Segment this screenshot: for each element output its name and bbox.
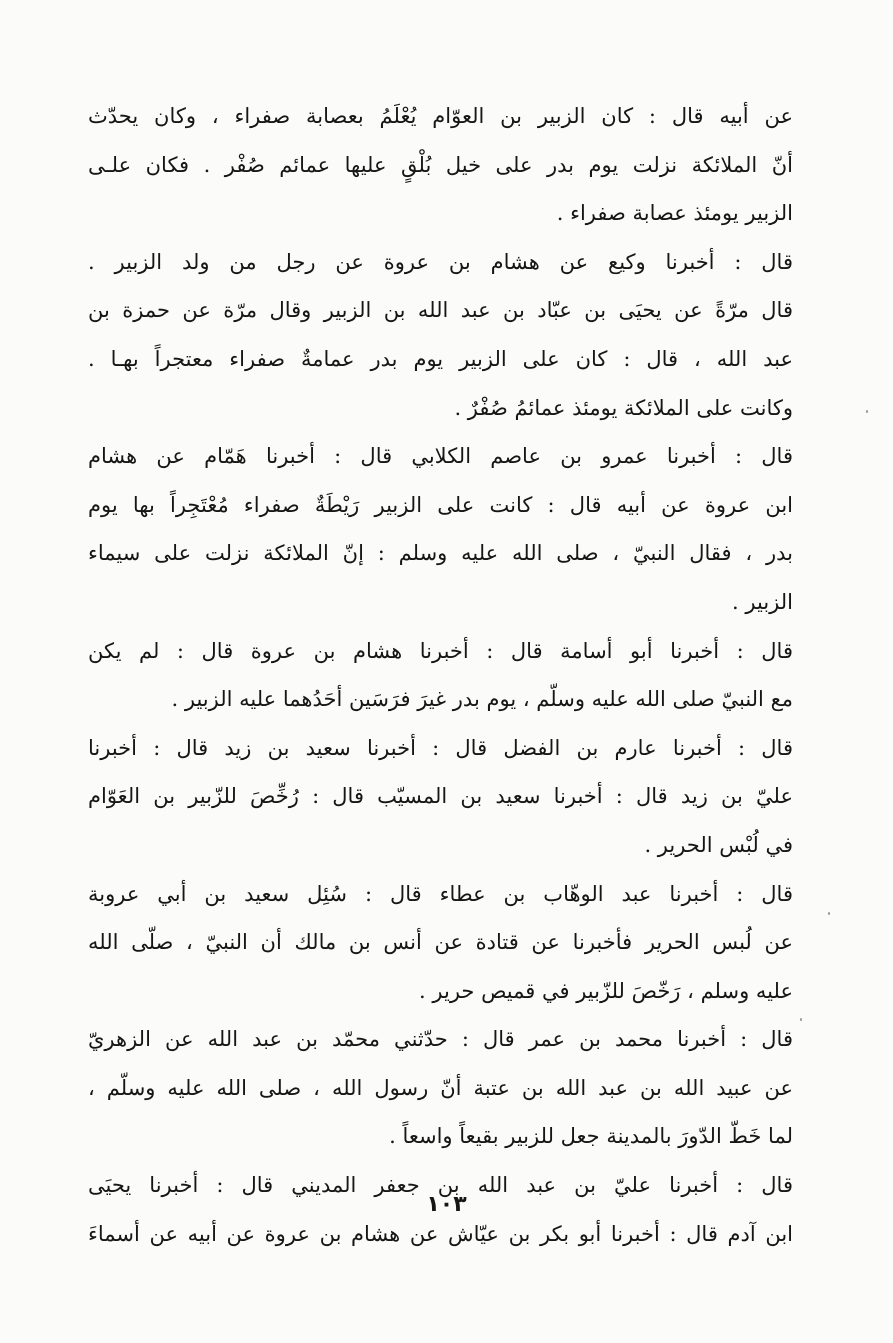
text-line: عليّ بن زيد قال : أخبرنا سعيد بن المسيّب قال : رُخِّصَ للزّبير بن العَوّام xyxy=(88,784,793,809)
text-line: عن أبيه قال : كان الزبير بن العوّام يُعْلَمُ بعصابة صفراء ، وكان يحدّث xyxy=(88,104,793,128)
text-line: أنّ الملائكة نزلت يوم بدر على خيل بُلْقٍ عليها عمائم صُفْر . فكان علـى xyxy=(88,152,793,177)
scan-speck xyxy=(800,1018,802,1021)
text-line: ابن آدم قال : أخبرنا أبو بكر بن عيّاش عن هشام بن عروة عن أبيه عن أسماءَ xyxy=(88,1221,793,1246)
page-number: ١٠٣ xyxy=(426,1192,467,1217)
text-line: عليه وسلم ، رَخّصَ للزّبير في قميص حرير . xyxy=(419,978,793,1003)
page-body-text xyxy=(88,92,793,1258)
scan-speck xyxy=(866,410,868,413)
text-line: لما خَطّ الدّورَ بالمدينة جعل للزبير بقيعاً واسعاً . xyxy=(389,1124,793,1149)
text-line: وكانت على الملائكة يومئذ عمائمُ صُفْرٌ . xyxy=(454,395,793,420)
text-line: الزبير يومئذ عصابة صفراء . xyxy=(556,201,793,226)
text-line: قال : أخبرنا عارم بن الفضل قال : أخبرنا سعيد بن زيد قال : أخبرنا xyxy=(88,735,793,760)
text-line: قال : أخبرنا أبو أسامة قال : أخبرنا هشام بن عروة قال : لم يكن xyxy=(88,638,793,663)
text-line: عن عبيد الله بن عبد الله بن عتبة أنّ رسول الله ، صلى الله عليه وسلّم ، xyxy=(88,1075,793,1100)
text-line: قال : أخبرنا عليّ بن عبد الله بن جعفر المديني قال : أخبرنا يحيَى xyxy=(88,1173,793,1198)
text-line: قال مرّةً عن يحيَى بن عبّاد بن عبد الله بن الزبير وقال مرّة عن حمزة بن xyxy=(88,298,793,323)
text-line: في لُبْس الحرير . xyxy=(644,832,793,857)
scan-speck xyxy=(828,912,830,915)
text-line: قال : أخبرنا عبد الوهّاب بن عطاء قال : سُئِل سعيد بن أبي عروبة xyxy=(88,881,793,906)
text-line: قال : أخبرنا محمد بن عمر قال : حدّثني محمّد بن عبد الله عن الزهريّ xyxy=(88,1027,793,1052)
text-line: بدر ، فقال النبيّ ، صلى الله عليه وسلم : إنّ الملائكة نزلت على سيماء xyxy=(88,541,793,566)
text-line: ابن عروة عن أبيه قال : كانت على الزبير رَيْطَةٌ صفراء مُعْتَجِراً بها يوم xyxy=(88,492,793,517)
text-line: عبد الله ، قال : كان على الزبير يوم بدر عمامةٌ صفراء معتجراً بهـا . xyxy=(88,346,793,371)
text-line: قال : أخبرنا عمرو بن عاصم الكلابي قال : أخبرنا هَمّام عن هشام xyxy=(88,444,793,469)
text-line: قال : أخبرنا وكيع عن هشام بن عروة عن رجل من ولد الزبير . xyxy=(88,249,793,274)
text-line: عن لُبس الحرير فأخبرنا عن قتادة عن أنس بن مالك أن النبيّ ، صلّى الله xyxy=(88,930,793,955)
text-line: الزبير . xyxy=(732,589,793,614)
text-line: مع النبيّ صلى الله عليه وسلّم ، يوم بدر غيرَ فرَسَين أحَدُهما عليه الزبير . xyxy=(171,687,793,712)
